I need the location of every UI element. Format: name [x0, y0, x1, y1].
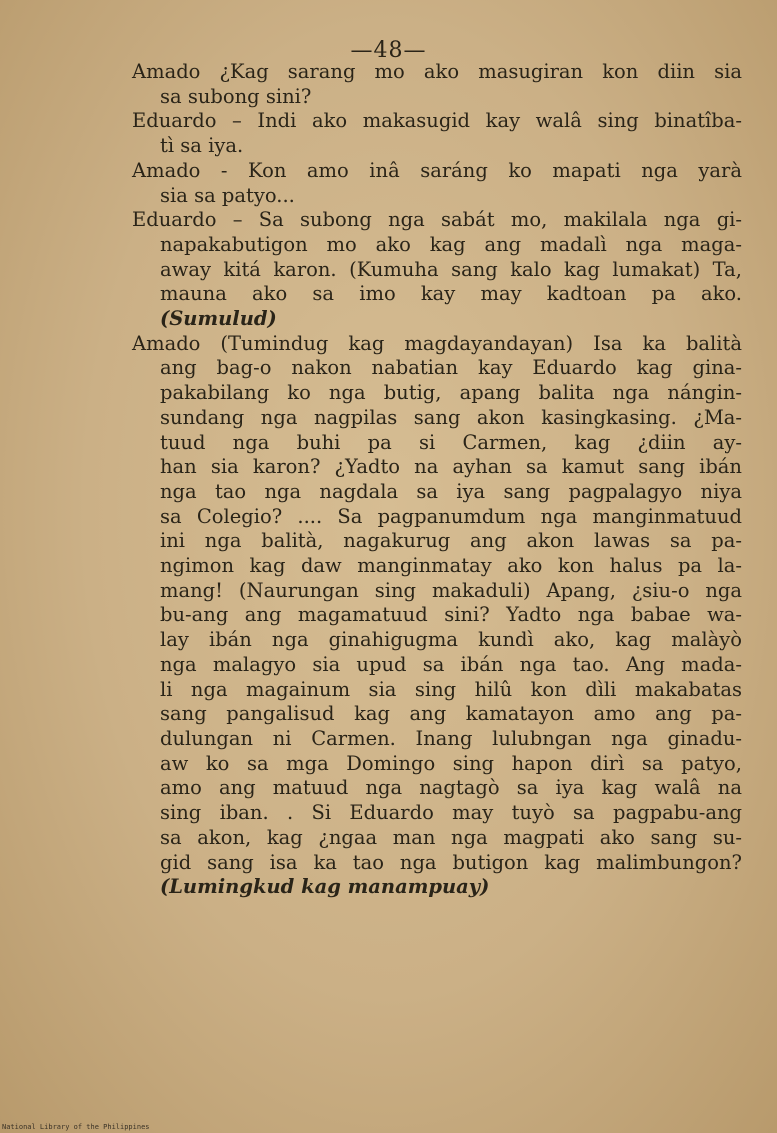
library-footer: National Library of the Philippines: [2, 1123, 150, 1131]
text-line: sang pangalisud kag ang kamatayon amo ang pa-: [160, 702, 742, 726]
text-line: Amado ¿Kag sarang mo ako masugiran kon diin sia: [132, 60, 742, 83]
text-line: sing iban. . Si Eduardo may tuyò sa pagpabu-ang: [160, 801, 742, 825]
text-line: mauna ako sa imo kay may kadtoan pa ako.: [160, 282, 742, 306]
text-line: lay ibán nga ginahigugma kundì ako, kag malàyò: [160, 628, 742, 652]
text-line: mang! (Naurungan sing makaduli) Apang, ¿siu-o nga: [160, 578, 742, 602]
text-line: tì sa iya.: [160, 134, 244, 158]
text-line: Amado - Kon amo inâ saráng ko mapati nga yarà: [132, 158, 742, 182]
text-line: aw ko sa mga Domingo sing hapon dirì sa patyo,: [160, 751, 742, 775]
text-line: sa akon, kag ¿ngaa man nga magpati ako sang su-: [160, 825, 742, 849]
text-line: sa Colegio? .... Sa pagpanumdum nga manginmatuud: [160, 504, 742, 528]
text-line: pakabilang ko nga butig, apang balita nga nángin-: [160, 381, 742, 405]
text-line: sundang nga nagpilas sang akon kasingkasing. ¿Ma-: [160, 405, 742, 429]
text-line: nga tao nga nagdala sa iya sang pagpalagyo niya: [160, 479, 742, 503]
text-line: gid sang isa ka tao nga butigon kag malimbungon?: [160, 850, 742, 874]
text-line: Amado (Tumindug kag magdayandayan) Isa ka balità: [132, 331, 742, 355]
page-number: —48—: [350, 38, 427, 63]
text-line: dulungan ni Carmen. Inang lulubngan nga ginadu-: [160, 726, 742, 750]
text-line: tuud nga buhi pa si Carmen, kag ¿diin ay-: [160, 430, 742, 454]
text-line: ang bag-o nakon nabatian kay Eduardo kag gina-: [160, 356, 742, 380]
text-line: sa subong sini?: [160, 84, 312, 108]
stage-direction: (Lumingkud kag manampuay): [160, 875, 490, 899]
text-line: away kitá karon. (Kumuha sang kalo kag lumakat) Ta,: [160, 257, 742, 281]
stage-direction: (Sumulud): [160, 307, 277, 331]
text-line: amo ang matuud nga nagtagò sa iya kag walâ na: [160, 776, 742, 800]
text-line: han sia karon? ¿Yadto na ayhan sa kamut sang ibán: [160, 455, 742, 479]
text-line: li nga magainum sia sing hilû kon dìli makabatas: [160, 677, 742, 701]
text-line: ini nga balità, nagakurug ang akon lawas sa pa-: [160, 529, 742, 553]
text-line: napakabutigon mo ako kag ang madalì nga maga-: [160, 232, 742, 256]
play-text: [132, 60, 742, 900]
text-line: Eduardo – Indi ako makasugid kay walâ sing binatîba-: [132, 109, 742, 133]
text-line: sia sa patyo...: [160, 183, 295, 207]
text-line: nga malagyo sia upud sa ibán nga tao. Ang mada-: [160, 652, 742, 676]
text-line: ngimon kag daw manginmatay ako kon halus pa la-: [160, 554, 742, 578]
text-line: Eduardo – Sa subong nga sabát mo, makilala nga gi-: [132, 208, 742, 232]
text-line: bu-ang ang magamatuud sini? Yadto nga babae wa-: [160, 603, 742, 627]
